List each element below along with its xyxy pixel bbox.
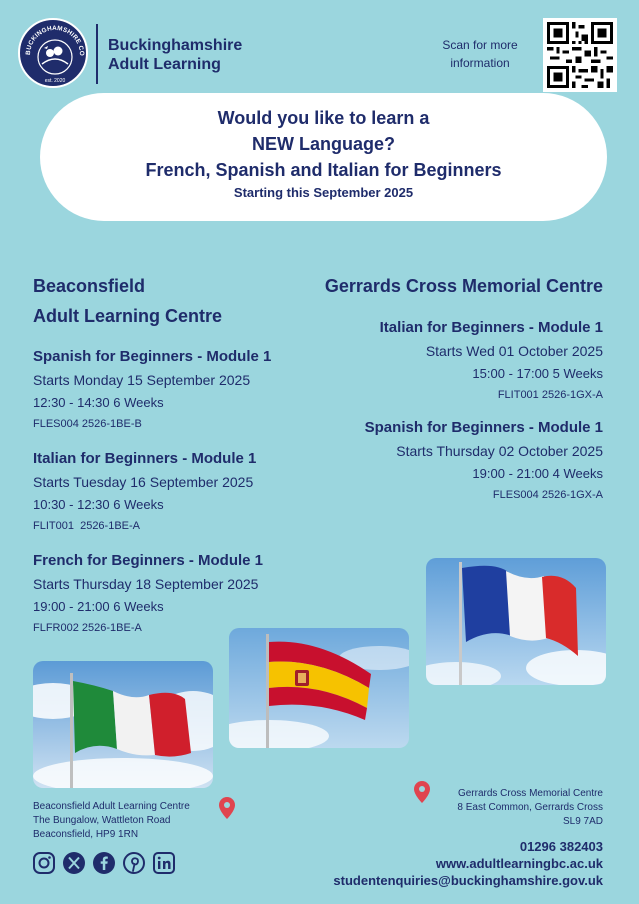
course-code: FLIT001 2526-1BE-A (33, 520, 141, 532)
gerrards-cross-address (457, 787, 603, 829)
website-link[interactable]: www.adultlearningbc.ac.uk (435, 856, 603, 871)
course-title: French for Beginners - Module 1 (33, 552, 264, 569)
email-link[interactable]: studentenquiries@buckinghamshire.gov.uk (333, 873, 603, 888)
address-line: Gerrards Cross Memorial Centre (457, 788, 603, 799)
address-line: Beaconsfield, HP9 1RN (33, 829, 139, 840)
course-spanish-beaconsfield (33, 347, 271, 433)
facebook-icon[interactable] (92, 851, 116, 875)
right-venue-heading: Gerrards Cross Memorial Centre (324, 276, 603, 296)
course-code: FLFR002 2526-1BE-A (33, 622, 142, 634)
french-flag-photo (426, 558, 606, 685)
x-icon[interactable] (62, 851, 86, 875)
address-line: 8 East Common, Gerrards Cross (457, 802, 603, 813)
course-time: 19:00 - 21:00 4 Weeks (472, 466, 603, 481)
banner-line-1: Would you like to learn a (217, 108, 430, 128)
brand-name (108, 36, 242, 74)
council-logo (18, 18, 88, 88)
course-start: Starts Thursday 02 October 2025 (396, 443, 603, 459)
address-line: Beaconsfield Adult Learning Centre (33, 801, 190, 812)
logo-est: est. 2020 (44, 78, 66, 84)
left-venue-line-2: Adult Learning Centre (33, 306, 223, 326)
map-pin-icon[interactable] (219, 797, 235, 819)
banner-line-3: French, Spanish and Italian for Beginners (145, 160, 502, 180)
left-venue-heading (33, 273, 222, 330)
brand-line-2: Adult Learning (108, 56, 221, 73)
course-time: 15:00 - 17:00 5 Weeks (472, 366, 603, 381)
course-start: Starts Wed 01 October 2025 (425, 343, 603, 359)
course-start: Starts Monday 15 September 2025 (33, 372, 251, 388)
scan-caption (430, 36, 530, 72)
instagram-icon[interactable] (32, 851, 56, 875)
pinterest-icon[interactable] (122, 851, 146, 875)
course-spanish-gerrards (365, 418, 603, 504)
banner-line-4: Starting this September 2025 (233, 185, 414, 200)
social-links (32, 851, 176, 875)
scan-line-2: information (450, 56, 510, 70)
address-line: SL9 7AD (562, 816, 603, 827)
course-start: Starts Thursday 18 September 2025 (33, 576, 259, 592)
course-italian-beaconsfield (33, 449, 256, 535)
scan-line-1: Scan for more (442, 38, 518, 52)
course-time: 10:30 - 12:30 6 Weeks (33, 497, 164, 512)
course-italian-gerrards (380, 318, 603, 404)
course-title: Spanish for Beginners - Module 1 (364, 419, 603, 436)
linkedin-icon[interactable] (152, 851, 176, 875)
course-code: FLIT001 2526-1GX-A (497, 389, 603, 401)
course-title: Italian for Beginners - Module 1 (33, 450, 257, 467)
italian-flag-photo (33, 661, 213, 788)
banner-line-2: NEW Language? (252, 134, 395, 154)
course-french-beaconsfield (33, 551, 263, 637)
map-pin-icon[interactable] (414, 781, 430, 803)
course-time: 19:00 - 21:00 6 Weeks (33, 599, 164, 614)
contact-details (333, 838, 603, 889)
phone-number[interactable]: 01296 382403 (519, 839, 603, 854)
logo-ring-text: BUCKINGHAMSHIRE CO (24, 24, 86, 57)
course-code: FLES004 2526-1BE-B (33, 418, 142, 430)
logo-divider (96, 24, 98, 84)
left-venue-line-1: Beaconsfield (33, 276, 146, 296)
brand-line-1: Buckinghamshire (108, 37, 243, 54)
spanish-flag-photo (229, 628, 409, 748)
course-start: Starts Tuesday 16 September 2025 (33, 474, 254, 490)
course-title: Italian for Beginners - Module 1 (379, 319, 603, 336)
course-time: 12:30 - 14:30 6 Weeks (33, 395, 164, 410)
headline-banner (40, 93, 607, 221)
course-title: Spanish for Beginners - Module 1 (33, 348, 272, 365)
address-line: The Bungalow, Wattleton Road (33, 815, 171, 826)
beaconsfield-address (33, 800, 190, 842)
qr-code[interactable] (543, 18, 617, 92)
course-code: FLES004 2526-1GX-A (492, 489, 603, 501)
